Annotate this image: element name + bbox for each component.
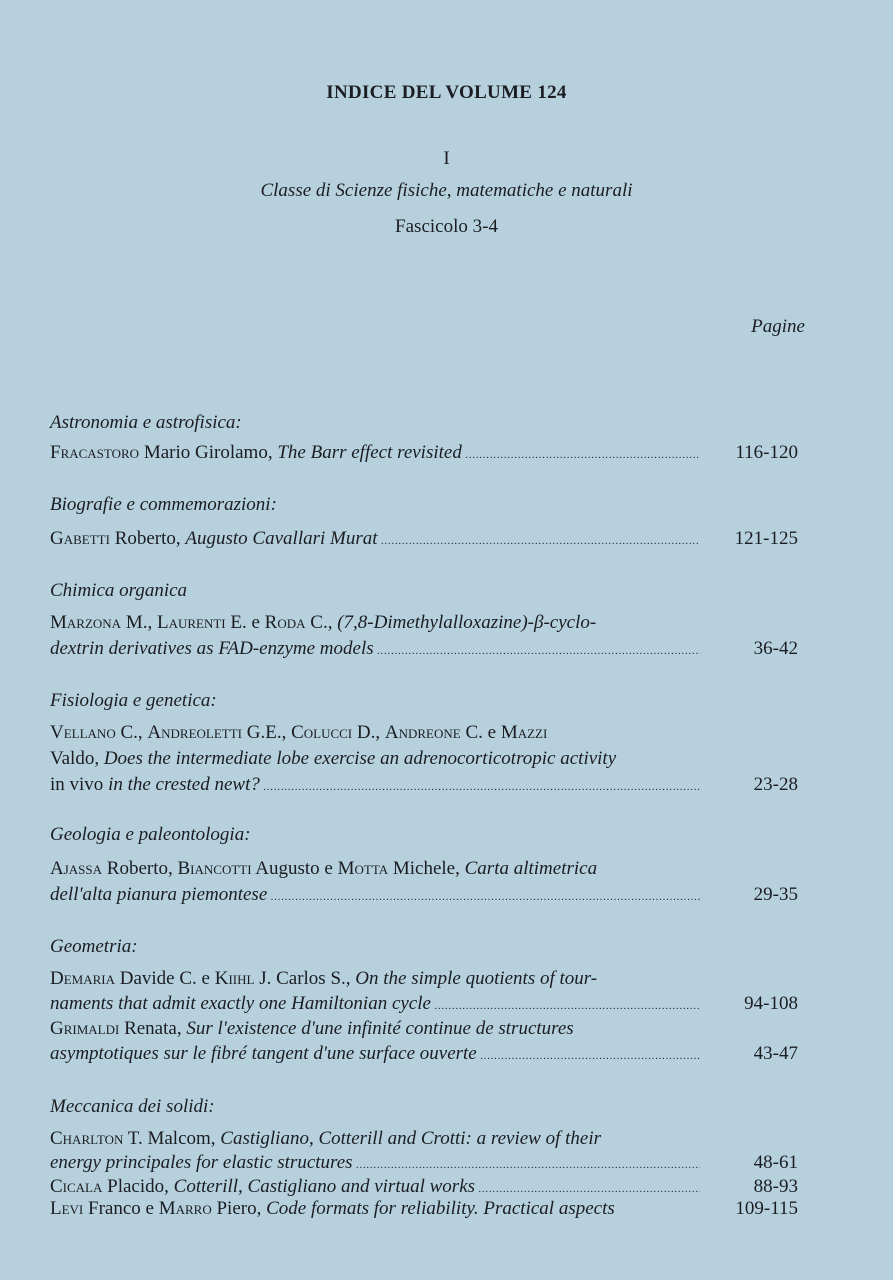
author-name: Roberto, <box>102 858 178 879</box>
entry-pages: 36-42 <box>753 638 798 659</box>
entry-title: asymptotiques sur le fibré tangent d'une surface ouverte <box>50 1043 477 1064</box>
author-surname: Roda <box>264 612 306 633</box>
entry-pages: 88-93 <box>753 1176 798 1197</box>
author-name: J. Carlos S., <box>254 968 356 989</box>
author-surname: Mazzi <box>500 722 548 743</box>
author-name: Renata, <box>119 1018 187 1039</box>
section-heading: Fisiologia e genetica: <box>50 690 217 711</box>
entry-levi <box>50 1198 700 1220</box>
author-name: Valdo, <box>50 748 104 769</box>
entry-charlton-line2 <box>50 1152 700 1174</box>
author-name: Mario Girolamo, <box>139 442 278 463</box>
entry-title: Castigliano, Cotterill and Crotti: a review of their <box>220 1128 601 1149</box>
entry-pages: 23-28 <box>753 774 798 795</box>
classe-heading: Classe di Scienze fisiche, matematiche e naturali <box>260 180 633 201</box>
author-surname: Cicala <box>50 1176 103 1197</box>
author-surname: Biancotti <box>177 858 252 879</box>
author-surname: Marzona <box>50 612 122 633</box>
entry-title: energy principales for elastic structures <box>50 1152 353 1173</box>
entry-pages: 109-115 <box>735 1198 798 1219</box>
entry-pages: 43-47 <box>753 1043 798 1064</box>
section-heading: Chimica organica <box>50 580 188 601</box>
entry-pages: 94-108 <box>744 993 798 1014</box>
author-name: Placido, <box>102 1176 174 1197</box>
entry-fracastoro <box>50 442 700 464</box>
entry-marzona-line2 <box>50 638 700 660</box>
author-name: T. Malcom, <box>123 1128 221 1149</box>
author-name: Augusto e <box>251 858 338 879</box>
entry-demaria-line1 <box>50 968 700 990</box>
author-name: C., <box>115 722 148 743</box>
section-heading: Geometria: <box>50 936 138 957</box>
author-surname: Demaria <box>50 968 115 989</box>
author-surname: Andreoletti <box>147 722 242 743</box>
entry-title: dell'alta pianura piemontese <box>50 884 268 905</box>
author-name: Davide C. e <box>115 968 215 989</box>
entry-vellano-line3 <box>50 774 700 796</box>
entry-marzona-line1 <box>50 612 700 634</box>
entry-title: dextrin derivatives as FAD-enzyme models <box>50 638 374 659</box>
entry-title-roman: in vivo <box>50 774 109 795</box>
entry-title: Code formats for reliability. Practical aspects <box>266 1198 615 1219</box>
part-number: I <box>443 148 450 169</box>
page-title: INDICE DEL VOLUME 124 <box>326 82 567 103</box>
entry-title: The Barr effect revisited <box>277 442 462 463</box>
entry-charlton-line1 <box>50 1128 700 1150</box>
author-name: Michele, <box>388 858 465 879</box>
author-name: Piero, <box>211 1198 267 1219</box>
author-surname: Laurenti <box>156 612 226 633</box>
fascicolo-heading: Fascicolo 3-4 <box>395 216 498 237</box>
entry-grimaldi-line1 <box>50 1018 700 1040</box>
section-heading: Biografie e commemorazioni: <box>50 494 277 515</box>
entry-title: On the simple quotients of tour- <box>355 968 598 989</box>
author-name: E. e <box>225 612 265 633</box>
entry-pages: 29-35 <box>753 884 798 905</box>
entry-gabetti <box>50 528 700 550</box>
author-surname: Charlton <box>50 1128 124 1149</box>
entry-title: naments that admit exactly one Hamiltonian cycle <box>50 993 431 1014</box>
entry-vellano-line2 <box>50 748 700 770</box>
entry-ajassa-line2 <box>50 884 700 906</box>
author-surname: Marro <box>158 1198 212 1219</box>
section-heading: Meccanica dei solidi: <box>50 1096 215 1117</box>
author-surname: Grimaldi <box>50 1018 120 1039</box>
author-surname: Andreone <box>384 722 461 743</box>
author-name: C., <box>305 612 338 633</box>
author-surname: Gabetti <box>50 528 110 549</box>
author-surname: Ajassa <box>50 858 103 879</box>
author-surname: Colucci <box>291 722 353 743</box>
author-surname: Motta <box>337 858 389 879</box>
entry-pages: 121-125 <box>734 528 798 549</box>
author-name: C. e <box>460 722 501 743</box>
author-name: G.E., <box>242 722 292 743</box>
section-heading: Geologia e paleontologia: <box>50 824 251 845</box>
entry-title: Carta altimetrica <box>464 858 598 879</box>
entry-title: in the crested newt? <box>108 774 260 795</box>
entry-pages: 116-120 <box>735 442 798 463</box>
author-name: Franco e <box>83 1198 159 1219</box>
author-name: M., <box>121 612 157 633</box>
author-surname: Kiihl <box>214 968 255 989</box>
entry-vellano-line1 <box>50 722 700 744</box>
author-surname: Fracastoro <box>50 442 140 463</box>
author-name: Roberto, <box>109 528 186 549</box>
author-surname: Vellano <box>50 722 116 743</box>
entry-title: Augusto Cavallari Murat <box>185 528 378 549</box>
pagine-label: Pagine <box>751 316 805 337</box>
entry-ajassa-line1 <box>50 858 700 880</box>
entry-title: Sur l'existence d'une infinité continue de structures <box>186 1018 574 1039</box>
entry-pages: 48-61 <box>753 1152 798 1173</box>
entry-title: (7,8-Dimethylalloxazine)-β-cyclo- <box>337 612 597 633</box>
entry-grimaldi-line2 <box>50 1043 700 1065</box>
author-name: D., <box>352 722 385 743</box>
entry-title: Does the intermediate lobe exercise an adrenocorticotropic activity <box>103 748 617 769</box>
entry-title: Cotterill, Castigliano and virtual works <box>173 1176 476 1197</box>
entry-cicala <box>50 1176 700 1198</box>
author-surname: Levi <box>50 1198 84 1219</box>
section-heading: Astronomia e astrofisica: <box>50 412 242 433</box>
entry-demaria-line2 <box>50 993 700 1015</box>
